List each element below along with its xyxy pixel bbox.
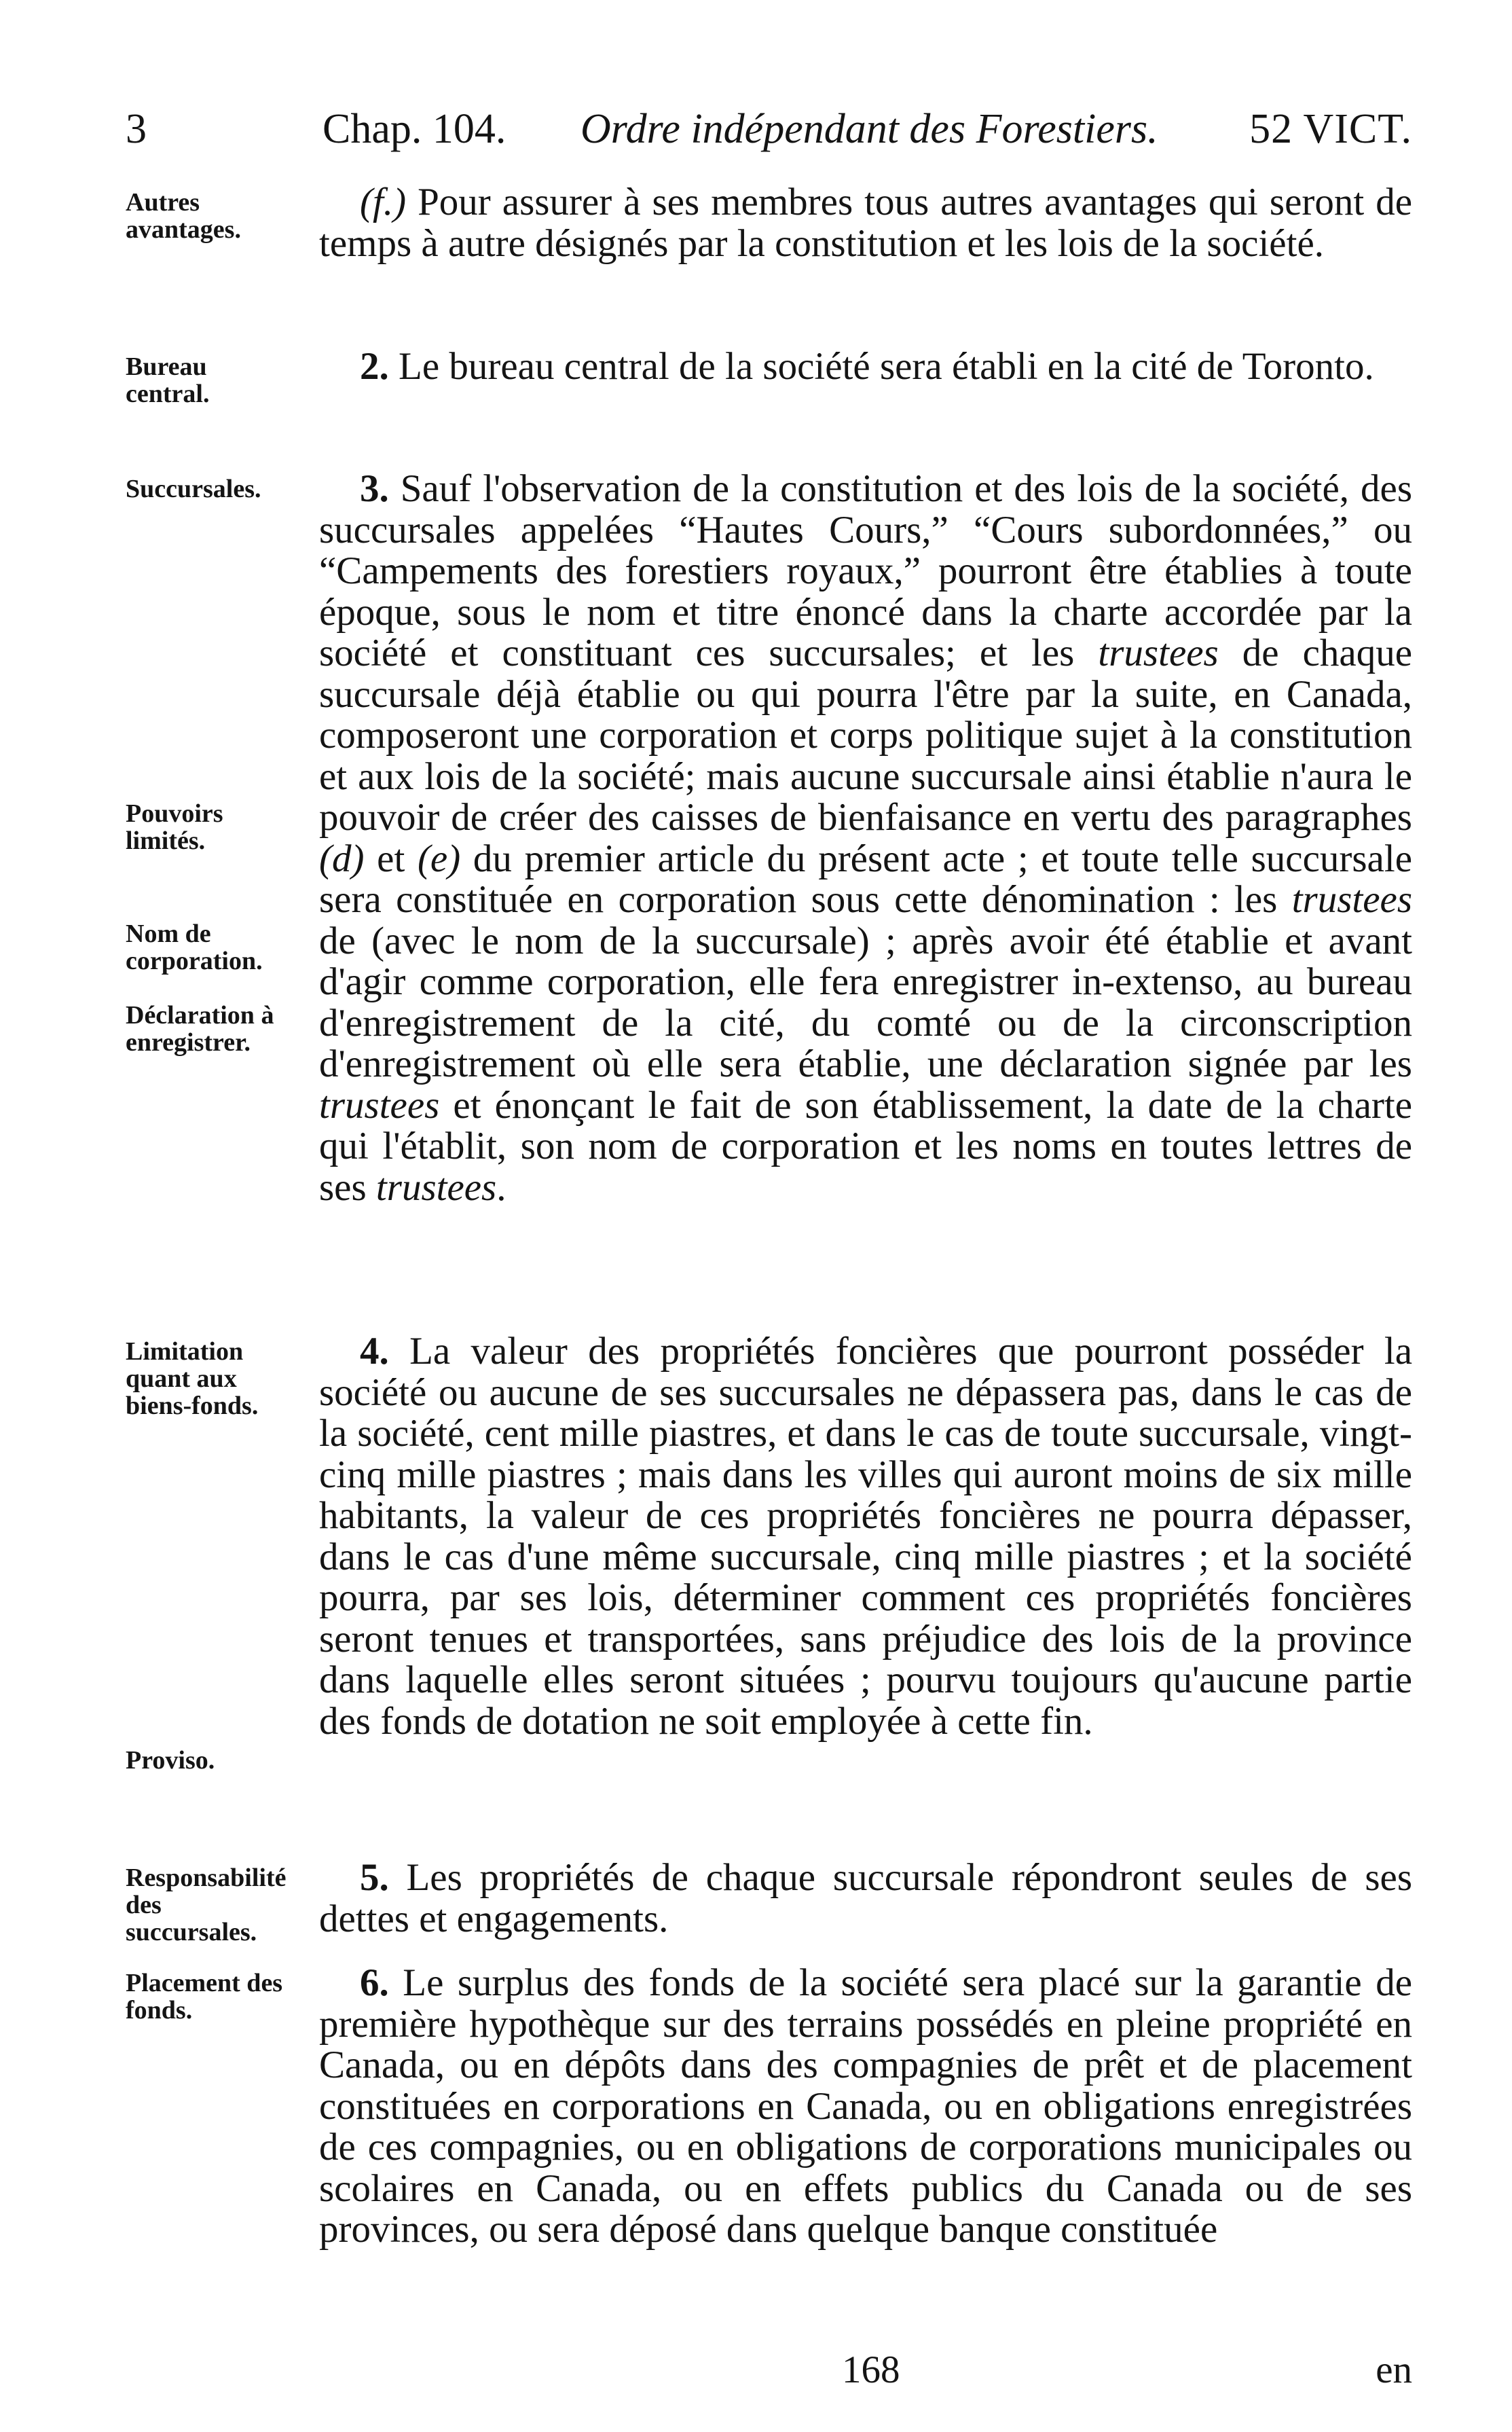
margin-note-autres-avantages: Autres avantages. (126, 188, 241, 244)
paragraph-f (319, 182, 1412, 264)
section-2 (319, 346, 1412, 388)
act-title: Ordre indépendant des Forestiers. (580, 106, 1158, 152)
section-text: et (377, 837, 405, 880)
margin-note-placement: Placement des fonds. (126, 1969, 283, 2025)
section-text: Les propriétés de chaque succursale répondront seules de ses dettes et engagements. (319, 1856, 1412, 1940)
margin-note-limitation: Limitation quant aux biens-fonds. (126, 1337, 259, 1420)
term-trustees: trustees (1291, 878, 1413, 921)
chapter-number: Chap. 104. (322, 106, 506, 152)
catchword: en (1376, 2348, 1412, 2391)
margin-note-succursales: Succursales. (126, 475, 261, 503)
section-5 (319, 1857, 1412, 1940)
margin-note-pouvoirs-limites: Pouvoirs limités. (126, 799, 223, 855)
section-text: Le bureau central de la société sera établi en la cité de Toronto. (399, 345, 1374, 388)
paragraph-text: Pour assurer à ses membres tous autres avantages qui seront de temps à autre désignés par la constitution et les lois de la société. (319, 181, 1412, 265)
ref-e: (e) (417, 837, 461, 880)
running-header (126, 102, 1412, 156)
section-number: 6. (360, 1961, 389, 2004)
term-trustees: trustees (1098, 632, 1219, 674)
section-end-punct: . (496, 1165, 506, 1209)
margin-note-nom-de-corporation: Nom de corporation. (126, 920, 263, 975)
section-number: 2. (360, 345, 389, 388)
section-text: Le surplus des fonds de la société sera placé sur la garantie de première hypothèque sur des terrains possédés en pleine propriété en Canada, ou en dépôts dans des compagnies de prêt et de placement constituées en corporations en Canada, ou en obligations enregistrées de ces compagnies, ou en obligations de corporations municipales ou scolaires en Canada, ou en effets publics du Canada ou de ses provinces, ou sera déposé dans quelque banque constituée (319, 1961, 1413, 2251)
section-text: du premier article du présent acte ; et toute telle succursale sera constituée en corporation sous cette dénomination : les (319, 837, 1412, 921)
section-number: 3. (360, 467, 389, 510)
ref-d: (d) (319, 837, 365, 880)
section-3 (319, 469, 1412, 1208)
term-trustees: trustees (319, 1083, 440, 1127)
folio-number: 168 (842, 2348, 900, 2391)
margin-note-proviso: Proviso. (126, 1746, 215, 1775)
page-number: 3 (126, 106, 147, 152)
margin-note-responsabilite: Responsabilité des succursales. (126, 1864, 287, 1946)
margin-note-bureau-central: Bureau central. (126, 352, 210, 408)
regnal-year: 52 VICT. (1249, 106, 1412, 152)
section-text: de chaque succursale déjà établie ou qui pourra l'être par la suite, en Canada, composeront une corporation et corps politique sujet à la constitution et aux lois de la société; mais aucune succursale ainsi établie n'aura le pouvoir de créer des caisses de bienfaisance en vertu des paragraphes (319, 632, 1413, 839)
section-text: de (avec le nom de la succursale) ; après avoir été établie et avant d'agir comme corporation, elle fera enregistrer in-extenso, au bureau d'enregistrement de la cité, du comté ou de la circonscription d'enregistrement où elle sera établie, une déclaration signée par les (319, 919, 1412, 1085)
page-footer (319, 2350, 1412, 2391)
margin-note-declaration: Déclaration à enregistrer. (126, 1001, 274, 1057)
paragraph-label: (f.) (360, 181, 407, 223)
section-text: La valeur des propriétés foncières que pourront posséder la société ou aucune de ses succursales ne dépassera pas, dans le cas de la société, cent mille piastres, et dans le cas de toute succursale, vingt-cinq mille piastres ; mais dans les villes qui auront moins de six mille habitants, la valeur de ces propriétés foncières ne pourra dépasser, dans le cas d'une même succursale, cinq mille piastres ; et la société pourra, par ses lois, déterminer comment ces propriétés foncières seront tenues et transportées, sans préjudice des lois de la province dans laquelle elles seront situées ; pourvu toujours qu'aucune partie des fonds de dotation ne soit employée à cette fin. (319, 1330, 1412, 1743)
section-6 (319, 1963, 1412, 2251)
section-4 (319, 1331, 1412, 1742)
section-number: 4. (360, 1330, 389, 1373)
section-text: Sauf l'observation de la constitution et des lois de la société, des succursales appelées “Hautes Cours,” “Cours subordonnées,” ou “Campements des forestiers royaux,” pourront être établies à toute époque, sous le nom et titre énoncé dans la charte accordée par la société et constituant ces succursales; et les (319, 467, 1413, 674)
section-number: 5. (360, 1856, 389, 1899)
section-text: et énonçant le fait de son établissement, la date de la charte qui l'établit, son nom de corporation et les noms en toutes lettres de ses (319, 1083, 1413, 1209)
term-trustees: trustees (375, 1165, 497, 1209)
